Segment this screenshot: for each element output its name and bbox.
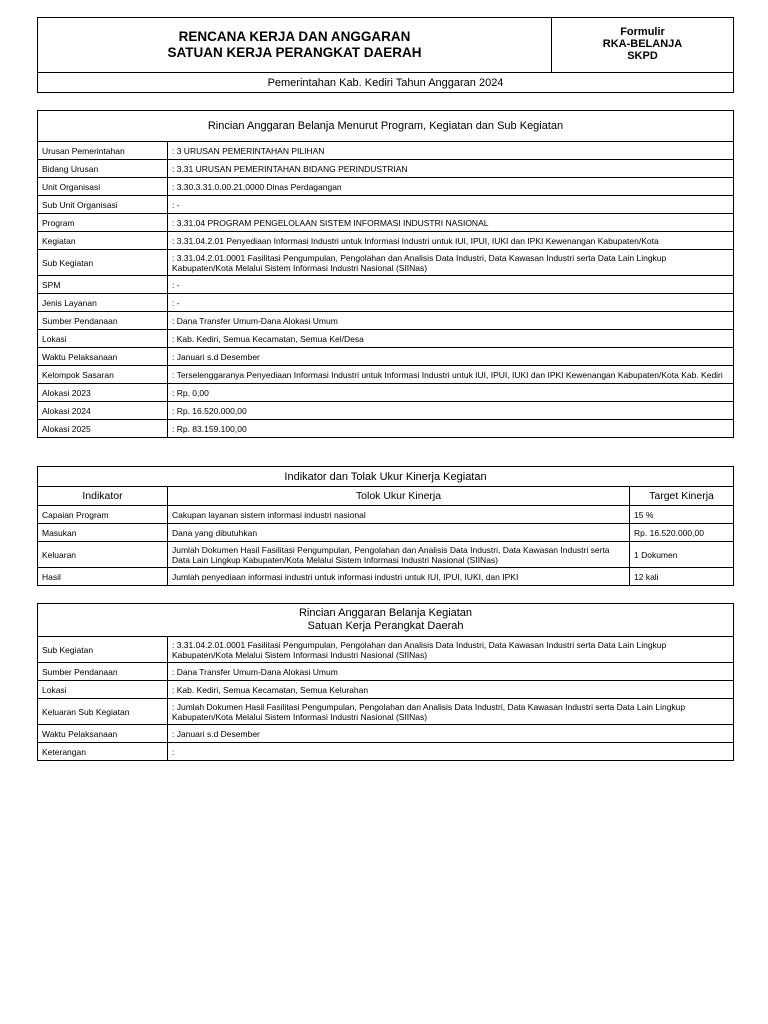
row-label: SPM — [38, 276, 168, 294]
table-row — [38, 196, 734, 214]
section3-title-line-1: Rincian Anggaran Belanja Kegiatan — [298, 607, 473, 619]
document-title — [38, 18, 552, 73]
row-value: : 3.31 URUSAN PEMERINTAHAN BIDANG PERINDUSTRIAN — [168, 160, 734, 178]
form-line-3: SKPD — [627, 50, 658, 62]
row-value: : - — [168, 196, 734, 214]
table-row — [38, 348, 734, 366]
table-row — [38, 250, 734, 276]
row-label: Keterangan — [38, 743, 168, 761]
row-value: : 3.31.04.2.01.0001 Fasilitasi Pengumpulan, Pengolahan dan Analisis Data Industri, Data Kawasan Industri serta Data Lain Lingkup Kabupaten/Kota Melalui Sistem Informasi Industri Nasional (SIINas) — [168, 250, 734, 276]
form-header — [37, 17, 734, 93]
row-label: Jenis Layanan — [38, 294, 168, 312]
table-row — [38, 232, 734, 250]
row-value: : Jumlah Dokumen Hasil Fasilitasi Pengumpulan, Pengolahan dan Analisis Data Industri, Data Kawasan Industri serta Data Lain Lingkup Kabupaten/Kota Melalui Sistem Informasi Industri Nasional (SIINas) — [168, 699, 734, 725]
row-value: : Dana Transfer Umum-Dana Alokasi Umum — [168, 663, 734, 681]
target-cell: 15 % — [630, 506, 734, 524]
table-row — [38, 178, 734, 196]
table-row — [38, 276, 734, 294]
table-row — [38, 420, 734, 438]
row-label: Sub Kegiatan — [38, 250, 168, 276]
row-value: : Januari s.d Desember — [168, 725, 734, 743]
document-subtitle: Pemerintahan Kab. Kediri Tahun Anggaran 2024 — [38, 73, 734, 93]
row-label: Kegiatan — [38, 232, 168, 250]
table-row — [38, 402, 734, 420]
row-value: : — [168, 743, 734, 761]
row-value: : - — [168, 294, 734, 312]
row-label: Program — [38, 214, 168, 232]
row-label: Lokasi — [38, 681, 168, 699]
table-row — [38, 330, 734, 348]
row-label: Bidang Urusan — [38, 160, 168, 178]
table-row — [38, 294, 734, 312]
section3-title — [38, 604, 734, 637]
row-value: : Kab. Kediri, Semua Kecamatan, Semua Kelurahan — [168, 681, 734, 699]
section2-title: Indikator dan Tolak Ukur Kinerja Kegiatan — [38, 467, 734, 487]
table-row — [38, 160, 734, 178]
indikator-cell: Hasil — [38, 568, 168, 586]
row-value: : 3.30.3.31.0.00.21.0000 Dinas Perdagangan — [168, 178, 734, 196]
row-value: : 3.31.04.2.01 Penyediaan Informasi Industri untuk Informasi Industri untuk IUI, IPUI, IUKI dan IPKI Kewenangan Kabupaten/Kota — [168, 232, 734, 250]
target-cell: Rp. 16.520.000,00 — [630, 524, 734, 542]
form-line-2: RKA-BELANJA — [602, 38, 683, 50]
table-row — [38, 384, 734, 402]
table-row — [38, 743, 734, 761]
performance-indicator-table — [37, 466, 734, 586]
row-value: : 3.31.04.2.01.0001 Fasilitasi Pengumpulan, Pengolahan dan Analisis Data Industri, Data Kawasan Industri serta Data Lain Lingkup Kabupaten/Kota Melalui Sistem Informasi Industri Nasional (SIINas) — [168, 637, 734, 663]
row-label: Kelompok Sasaran — [38, 366, 168, 384]
row-value: : 3.31.04 PROGRAM PENGELOLAAN SISTEM INFORMASI INDUSTRI NASIONAL — [168, 214, 734, 232]
table-row — [38, 142, 734, 160]
row-label: Alokasi 2023 — [38, 384, 168, 402]
column-header-tolok-ukur: Tolok Ukur Kinerja — [168, 487, 630, 506]
form-line-1: Formulir — [620, 26, 665, 38]
table-row — [38, 366, 734, 384]
row-value: : Rp. 83.159.100,00 — [168, 420, 734, 438]
row-label: Keluaran Sub Kegiatan — [38, 699, 168, 725]
column-header-indikator: Indikator — [38, 487, 168, 506]
row-value: : Terselenggaranya Penyediaan Informasi Industri untuk Informasi Industri untuk IUI, IPUI, IUKI dan IPKI Kewenangan Kabupaten/Kota Kab. Kediri — [168, 366, 734, 384]
tolok-cell: Cakupan layanan sistem informasi industri nasional — [168, 506, 630, 524]
row-label: Alokasi 2025 — [38, 420, 168, 438]
section3-title-line-2: Satuan Kerja Perangkat Daerah — [307, 620, 464, 632]
row-label: Waktu Pelaksanaan — [38, 348, 168, 366]
table-row — [38, 681, 734, 699]
title-line-2: SATUAN KERJA PERANGKAT DAERAH — [167, 45, 422, 60]
table-row — [38, 506, 734, 524]
row-label: Sumber Pendanaan — [38, 312, 168, 330]
row-label: Lokasi — [38, 330, 168, 348]
tolok-cell: Dana yang dibutuhkan — [168, 524, 630, 542]
program-detail-table — [37, 110, 734, 438]
table-row — [38, 568, 734, 586]
row-value: : - — [168, 276, 734, 294]
table-row — [38, 663, 734, 681]
tolok-cell: Jumlah Dokumen Hasil Fasilitasi Pengumpulan, Pengolahan dan Analisis Data Industri, Data Kawasan Industri serta Data Lain Lingkup Kabupaten/Kota Melalui Sistem Informasi Industri Nasional (SIINas) — [168, 542, 630, 568]
row-value: : Januari s.d Desember — [168, 348, 734, 366]
row-label: Sub Kegiatan — [38, 637, 168, 663]
table-row — [38, 725, 734, 743]
row-label: Unit Organisasi — [38, 178, 168, 196]
table-row — [38, 214, 734, 232]
target-cell: 1 Dokumen — [630, 542, 734, 568]
target-cell: 12 kali — [630, 568, 734, 586]
row-label: Urusan Pemerintahan — [38, 142, 168, 160]
column-header-target: Target Kinerja — [630, 487, 734, 506]
table-row — [38, 524, 734, 542]
tolok-cell: Jumlah penyediaan informasi industri untuk informasi industri untuk IUI, IPUI, IUKI, dan IPKI — [168, 568, 630, 586]
row-label: Sumber Pendanaan — [38, 663, 168, 681]
row-value: : Dana Transfer Umum-Dana Alokasi Umum — [168, 312, 734, 330]
table-row — [38, 699, 734, 725]
section1-title: Rincian Anggaran Belanja Menurut Program, Kegiatan dan Sub Kegiatan — [38, 111, 734, 142]
activity-budget-table — [37, 603, 734, 761]
table-row — [38, 542, 734, 568]
indikator-cell: Keluaran — [38, 542, 168, 568]
row-label: Waktu Pelaksanaan — [38, 725, 168, 743]
indikator-cell: Masukan — [38, 524, 168, 542]
row-label: Alokasi 2024 — [38, 402, 168, 420]
row-label: Sub Unit Organisasi — [38, 196, 168, 214]
row-value: : Kab. Kediri, Semua Kecamatan, Semua Kel/Desa — [168, 330, 734, 348]
indikator-cell: Capaian Program — [38, 506, 168, 524]
row-value: : Rp. 16.520.000,00 — [168, 402, 734, 420]
title-line-1: RENCANA KERJA DAN ANGGARAN — [178, 29, 411, 44]
table-row — [38, 637, 734, 663]
table-row — [38, 312, 734, 330]
form-code — [552, 18, 734, 73]
row-value: : 3 URUSAN PEMERINTAHAN PILIHAN — [168, 142, 734, 160]
row-value: : Rp. 0,00 — [168, 384, 734, 402]
